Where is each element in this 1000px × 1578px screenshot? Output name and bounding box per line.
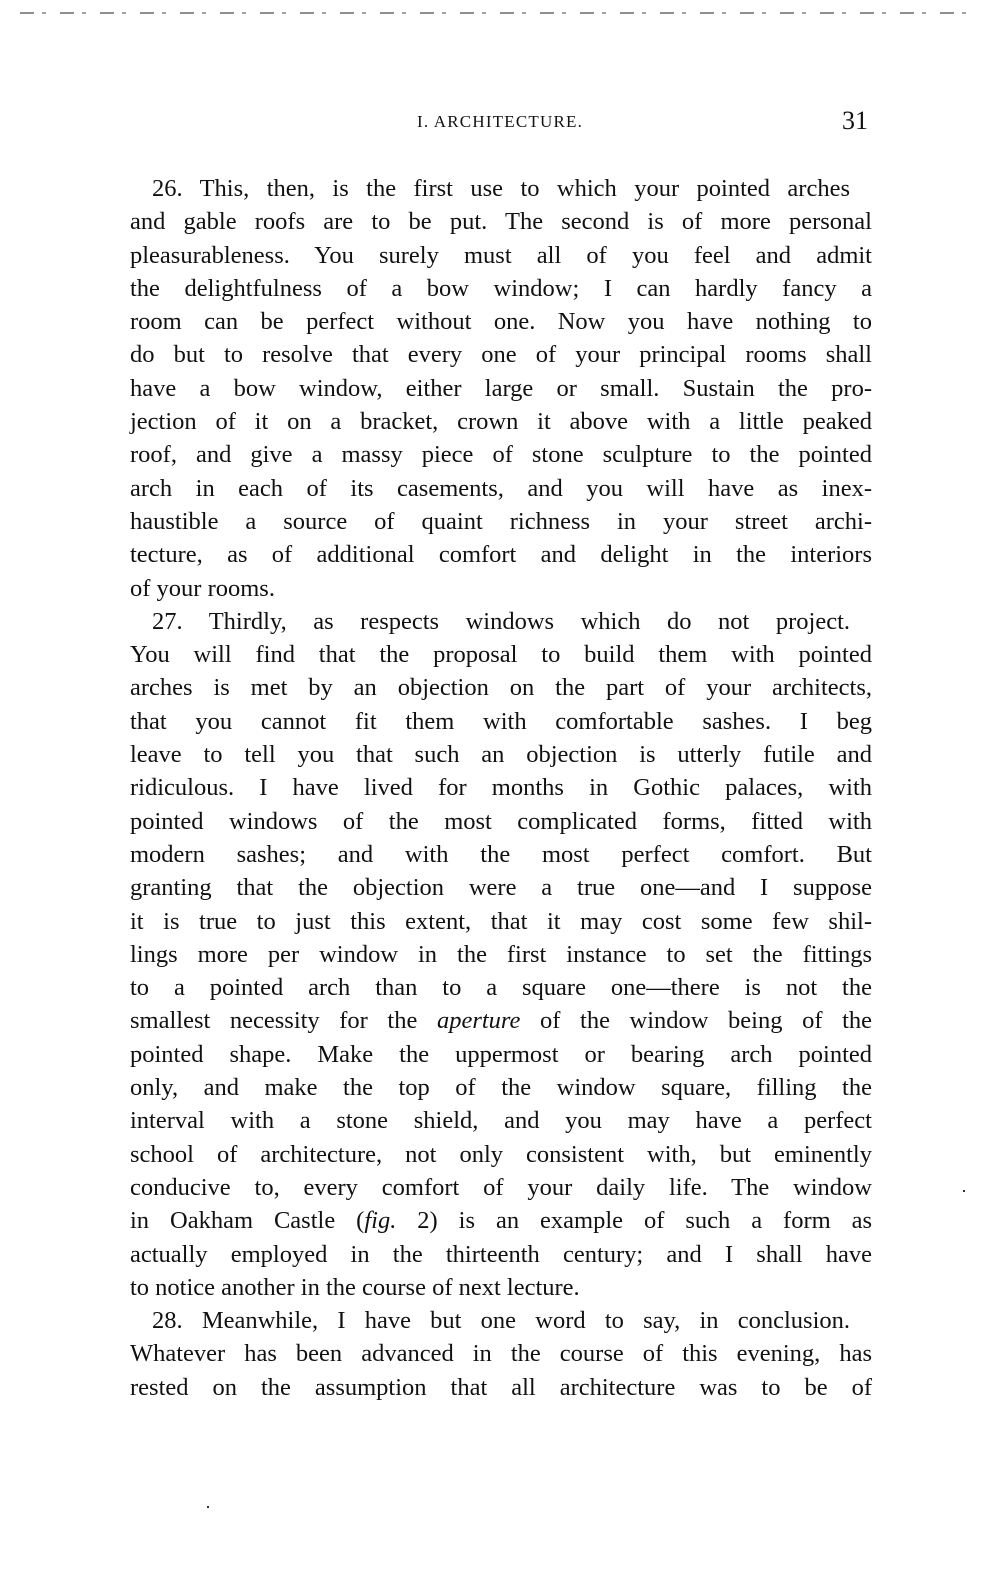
text-line: that you cannot fit them with comfortable sashes. I beg <box>130 707 872 735</box>
paragraph-27-line <box>130 1104 872 1137</box>
paragraph-27-line <box>130 738 872 771</box>
paragraph-28-line <box>130 1304 872 1337</box>
paragraph-26-line <box>130 372 872 405</box>
scan-edge-marks <box>20 12 980 14</box>
paragraph-27-line <box>130 938 872 971</box>
text-line: modern sashes; and with the most perfect comfort. But <box>130 840 872 868</box>
text-line: lings more per window in the first instance to set the fittings <box>130 940 872 968</box>
paragraph-27-line <box>130 1171 872 1204</box>
paragraph-26-line <box>130 239 872 272</box>
text-line: have a bow window, either large or small. Sustain the pro- <box>130 374 872 402</box>
text-line: room can be perfect without one. Now you have nothing to <box>130 308 872 336</box>
paragraph-27-line <box>130 838 872 871</box>
paragraph-28-line <box>130 1337 872 1370</box>
paragraph-27-line <box>130 905 872 938</box>
scan-speck <box>207 1506 209 1508</box>
text-line: jection of it on a bracket, crown it above with a little peaked <box>130 408 872 436</box>
paragraph-26-line <box>130 438 872 471</box>
text-line: ridiculous. I have lived for months in Gothic palaces, with <box>130 774 872 802</box>
body-text <box>130 172 872 1404</box>
text-line: it is true to just this extent, that it may cost some few shil- <box>130 907 872 935</box>
text-segment: in Oakham Castle ( <box>130 1207 365 1235</box>
text-line: arch in each of its casements, and you will have as inex- <box>130 474 872 502</box>
paragraph-27-line <box>130 1004 872 1037</box>
text-line: interval with a stone shield, and you may have a perfect <box>130 1107 872 1135</box>
text-line <box>130 1204 872 1237</box>
paragraph-28-line <box>130 1371 872 1404</box>
paragraph-27-line <box>130 971 872 1004</box>
paragraph-27-line <box>130 671 872 704</box>
paragraph-27-line <box>130 1038 872 1071</box>
text-line: granting that the objection were a true one—and I suppose <box>130 874 872 902</box>
text-line: arches is met by an objection on the part of your architects, <box>130 674 872 702</box>
text-line <box>130 1004 872 1037</box>
text-line: 26. This, then, is the first use to which your pointed arches <box>152 175 850 202</box>
paragraph-26-line <box>130 205 872 238</box>
running-header <box>130 108 870 138</box>
paragraph-27-line <box>130 705 872 738</box>
text-segment: smallest necessity for the <box>130 1007 418 1035</box>
text-line: to notice another in the course of next lecture. <box>130 1273 580 1301</box>
paragraph-27-line <box>130 1238 872 1271</box>
page-number: 31 <box>842 106 868 135</box>
paragraph-26-line <box>130 572 872 605</box>
paragraph-26-line <box>130 305 872 338</box>
text-line: actually employed in the thirteenth century; and I shall have <box>130 1240 872 1268</box>
text-line: do but to resolve that every one of your principal rooms shall <box>130 341 872 369</box>
paragraph-27-line <box>130 871 872 904</box>
text-line: 28. Meanwhile, I have but one word to say, in conclusion. <box>152 1307 850 1335</box>
italic-word: aperture <box>436 1007 521 1035</box>
text-line: tecture, as of additional comfort and delight in the interiors <box>130 541 872 569</box>
text-line: pleasurableness. You surely must all of you feel and admit <box>130 241 872 269</box>
paragraph-26-line <box>130 472 872 505</box>
paragraph-27-line <box>130 605 872 638</box>
paragraph-26-line <box>130 172 872 205</box>
text-line: of your rooms. <box>130 574 275 602</box>
text-line: leave to tell you that such an objection is utterly futile and <box>130 741 872 769</box>
text-segment: of the window being of the <box>540 1007 872 1035</box>
paragraph-27-line <box>130 1204 872 1237</box>
text-line: only, and make the top of the window square, filling the <box>130 1074 872 1102</box>
scan-speck <box>963 1190 965 1192</box>
paragraph-27-line <box>130 771 872 804</box>
text-line: haustible a source of quaint richness in your street archi- <box>130 507 872 535</box>
text-line: the delightfulness of a bow window; I can hardly fancy a <box>130 274 872 302</box>
text-line: rested on the assumption that all architecture was to be of <box>130 1373 872 1401</box>
paragraph-26-line <box>130 538 872 571</box>
italic-word: fig. <box>364 1207 397 1235</box>
text-line: pointed windows of the most complicated forms, fitted with <box>130 807 872 835</box>
paragraph-27-line <box>130 805 872 838</box>
text-line: to a pointed arch than to a square one—there is not the <box>130 974 872 1002</box>
text-line: Whatever has been advanced in the course of this evening, has <box>130 1340 872 1368</box>
paragraph-27-line <box>130 1071 872 1104</box>
paragraph-27-line <box>130 1138 872 1171</box>
paragraph-26-line <box>130 405 872 438</box>
text-line: school of architecture, not only consistent with, but eminently <box>130 1140 872 1168</box>
text-line: 27. Thirdly, as respects windows which do not project. <box>152 607 850 635</box>
paragraph-26-line <box>130 338 872 371</box>
paragraph-26-line <box>130 272 872 305</box>
running-title: I. ARCHITECTURE. <box>416 112 584 131</box>
paragraph-27-line <box>130 1271 872 1304</box>
text-line: and gable roofs are to be put. The second is of more personal <box>130 208 872 236</box>
text-segment: 2) is an example of such a form as <box>417 1207 873 1235</box>
paragraph-26-line <box>130 505 872 538</box>
text-line: You will find that the proposal to build them with pointed <box>130 641 872 669</box>
text-line: conducive to, every comfort of your daily life. The window <box>130 1173 872 1201</box>
paragraph-27-line <box>130 638 872 671</box>
text-line: pointed shape. Make the uppermost or bearing arch pointed <box>130 1040 872 1068</box>
text-line: roof, and give a massy piece of stone sculpture to the pointed <box>130 441 872 469</box>
